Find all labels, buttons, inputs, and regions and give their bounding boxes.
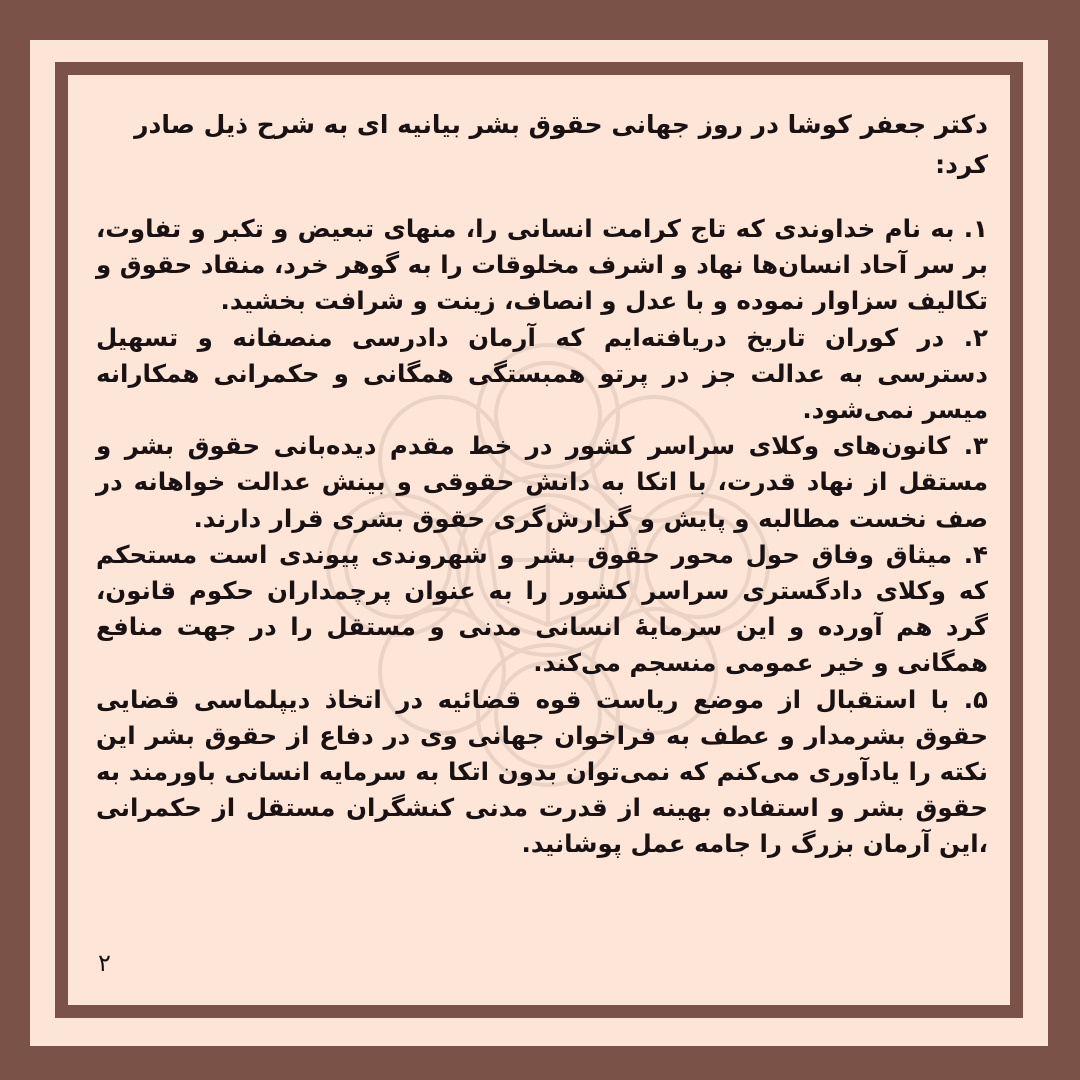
page-number: ۲ bbox=[98, 949, 111, 977]
intro-line: دکتر جعفر کوشا در روز جهانی حقوق بشر بیانیه ای به شرح ذیل صادر کرد: bbox=[134, 110, 988, 179]
paragraph-3: ۳. کانون‌های وکلای سراسر کشور در خط مقدم دیده‌بانی حقوق بشر و مستقل از نهاد قدرت، با اتکا به دانش حقوقی و بینش عدالت خواهانه در صف نخست مطالبه و پایش و گزارش‌گری حقوق بشری قرار دارند. bbox=[96, 431, 988, 533]
statement-text bbox=[96, 105, 988, 965]
paragraph-1: ۱. به نام خداوندی که تاج کرامت انسانی را، منهای تبعیض و تکبر و تفاوت، بر سر آحاد انسان‌ها نهاد و اشرف مخلوقات را به گوهر خرد، منقاد حقوق و تکالیف سزاوار نموده و با عدل و انصاف، زینت و شرافت بخشید. bbox=[96, 214, 988, 316]
paragraph-5: ۵. با استقبال از موضع ریاست قوه قضائیه در اتخاذ دیپلماسی قضایی حقوق بشرمدار و عطف به فراخوان جهانی وی در دفاع از حقوق بشر این نکته را یادآوری می‌کنم که نمی‌توان بدون اتکا به سرمایه انسانی باورمند به حقوق بشر و استفاده بهینه از قدرت مدنی کنشگران مستقل از حکمرانی ،این آرمان بزرگ را جامه عمل پوشانید. bbox=[96, 684, 988, 859]
content-panel bbox=[55, 62, 1023, 1018]
paragraph-4: ۴. میثاق وفاق حول محور حقوق بشر و شهروندی پیوندی است مستحکم که وکلای دادگستری سراسر کشور را به عنوان پرچمداران حکوم قانون، گرد هم آورده و این سرمایهٔ انسانی مدنی و مستقل را در جهت منافع همگانی و خیر عمومی منسجم می‌کند. bbox=[96, 539, 988, 678]
paragraph-2: ۲. در کوران تاریخ دریافته‌ایم که آرمان دادرسی منصفانه و تسهیل دسترسی به عدالت جز در پرتو همبستگی همگانی و حکمرانی همکارانه میسر نمی‌شود. bbox=[96, 322, 988, 425]
